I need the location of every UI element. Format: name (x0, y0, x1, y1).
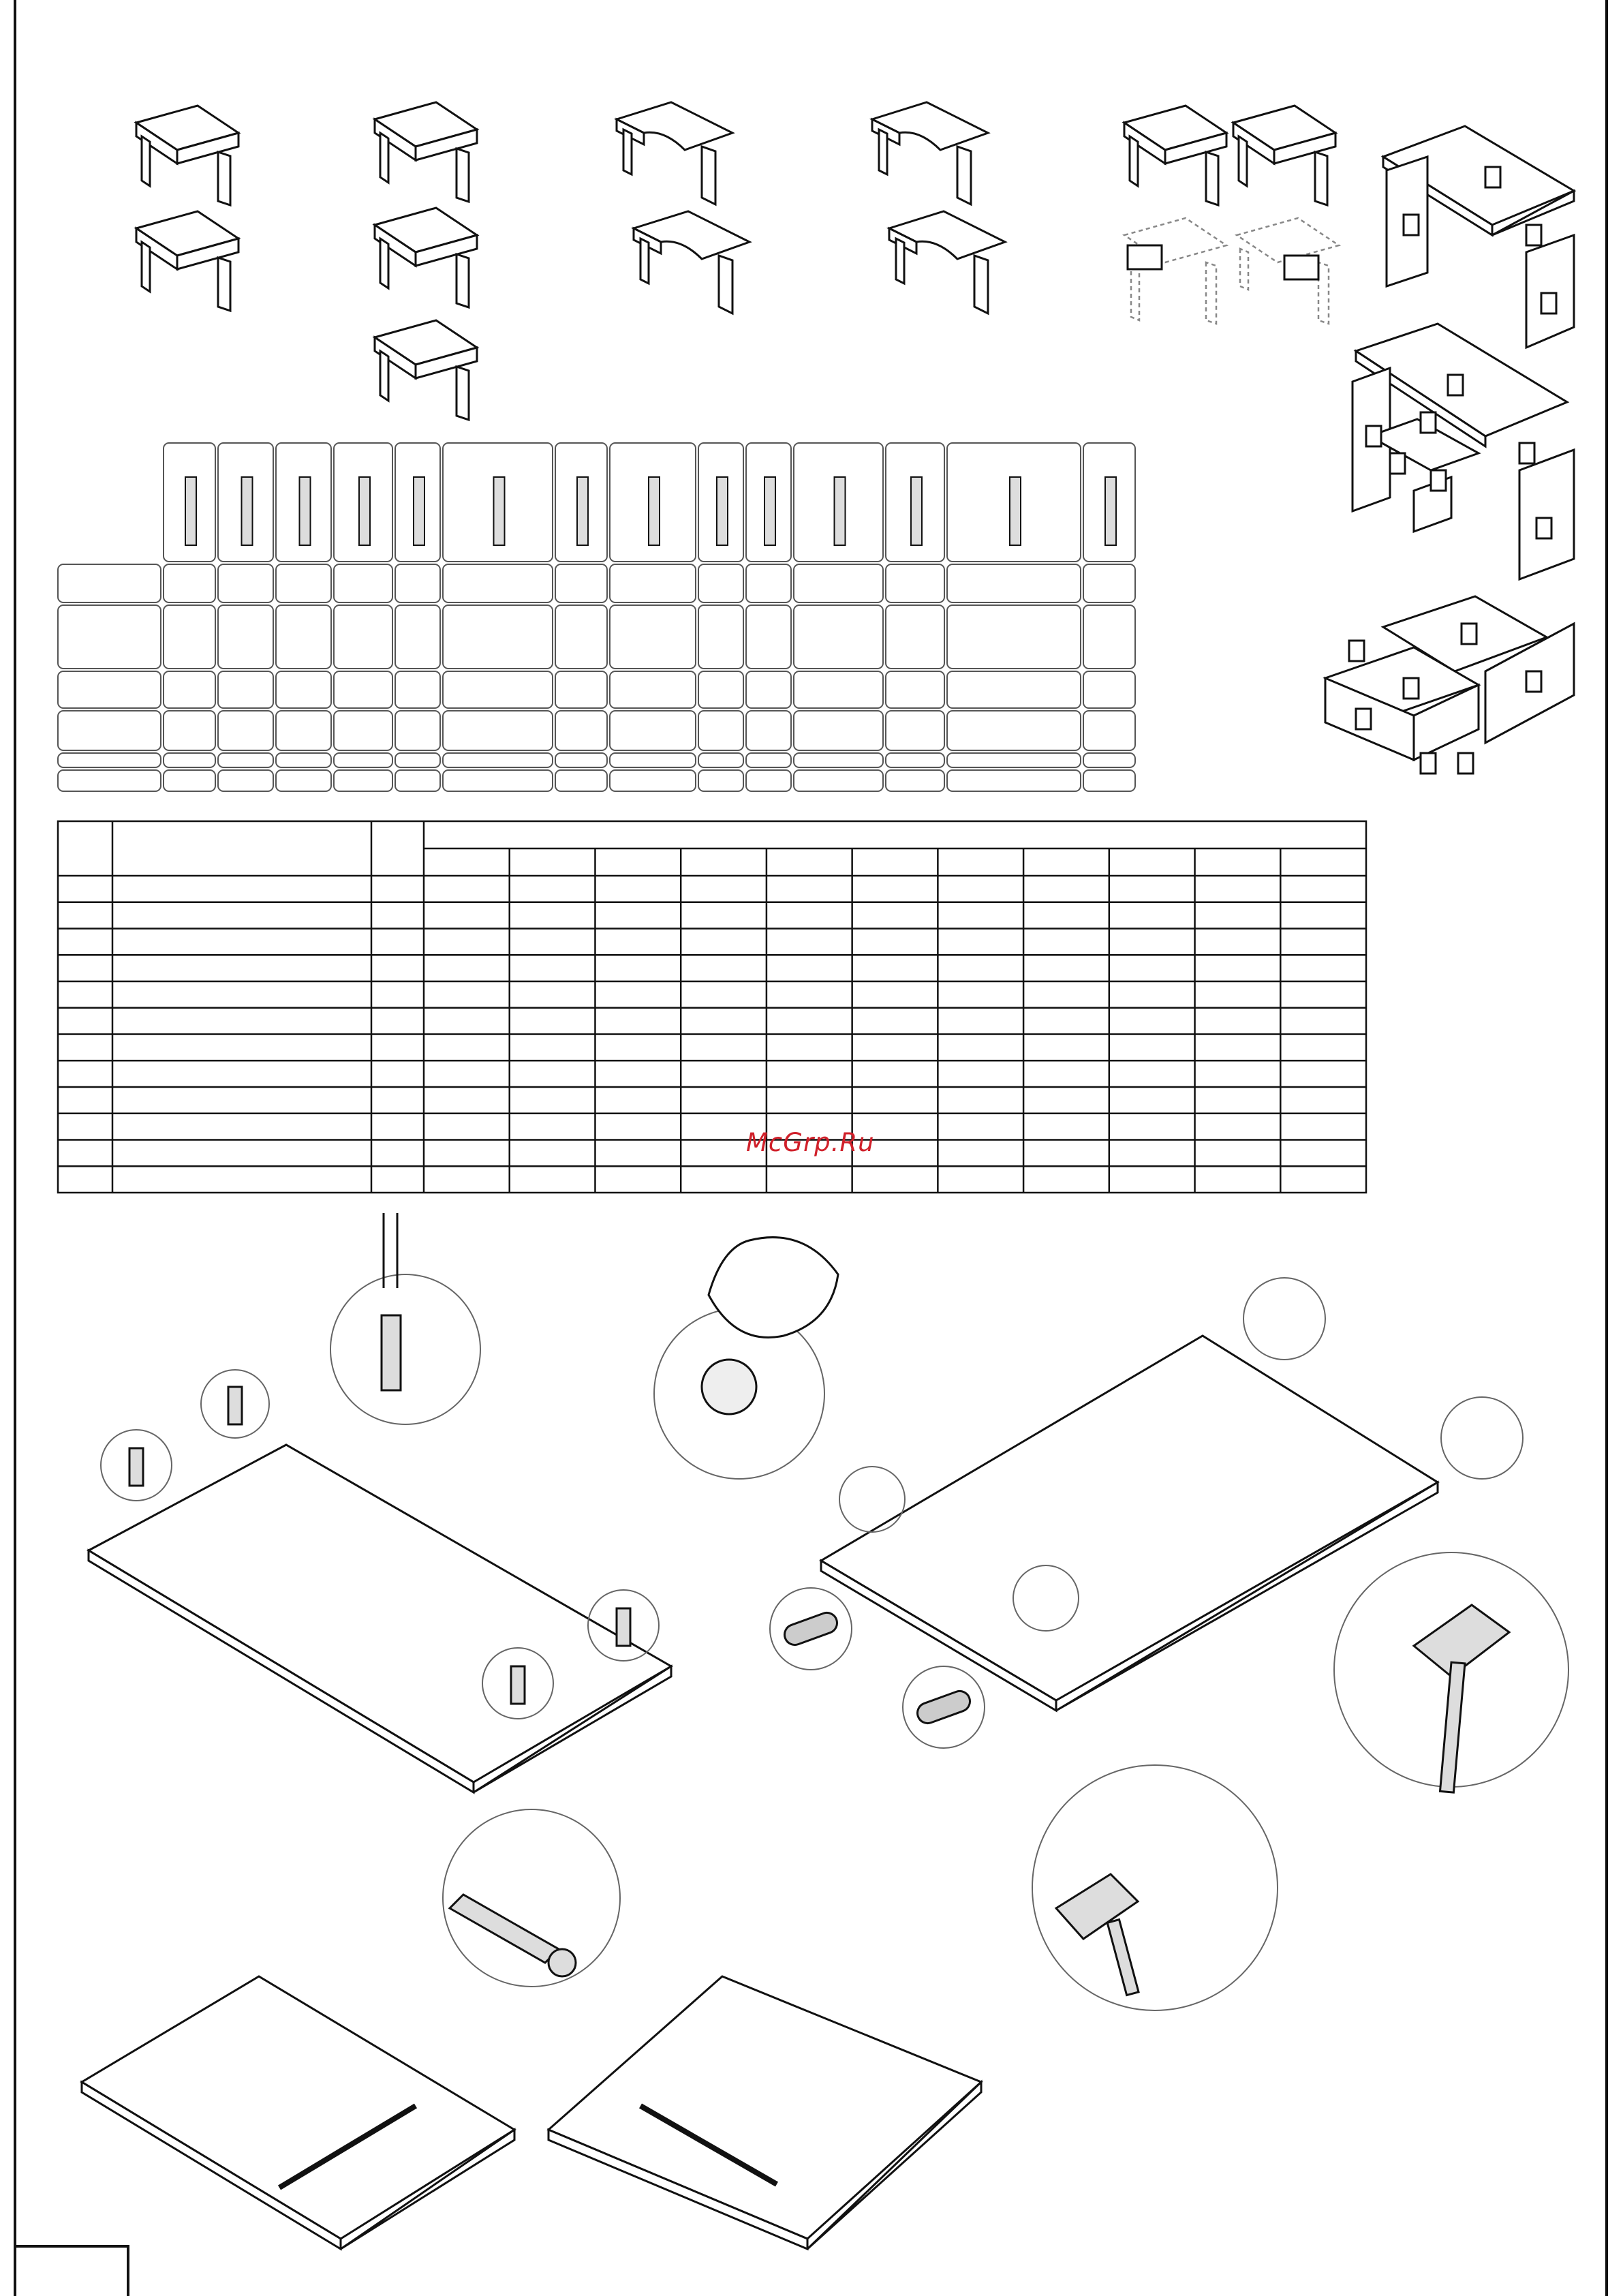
hardware-count-cell (218, 671, 273, 708)
hardware-count-cell (746, 605, 791, 669)
hardware-count-cell (947, 770, 1081, 791)
hardware-count-cell (58, 753, 161, 767)
hardware-count-cell (1083, 711, 1135, 750)
hardware-count-cell (610, 770, 696, 791)
hardware-count-cell (276, 711, 331, 750)
hardware-count-cell (276, 753, 331, 767)
desk-variant-4 (872, 102, 1005, 313)
hardware-count-cell (164, 671, 215, 708)
flat-screw-icon (764, 477, 775, 545)
connector-bolt-icon (1010, 477, 1021, 545)
step-dowel-insertion (89, 1213, 671, 1792)
page-corner-tab (14, 2245, 129, 2296)
hardware-count-cell (334, 605, 392, 669)
hardware-count-cell (334, 770, 392, 791)
hardware-count-cell (555, 564, 607, 602)
hardware-count-cell (947, 671, 1081, 708)
hardware-count-cell (746, 671, 791, 708)
hardware-count-cell (886, 770, 944, 791)
long-screw-icon (300, 477, 311, 545)
hardware-count-cell (58, 605, 161, 669)
hardware-count-cell (555, 770, 607, 791)
hardware-count-cell (794, 671, 883, 708)
hardware-count-cell (698, 605, 743, 669)
cap-icon (242, 477, 253, 545)
hardware-count-cell (610, 671, 696, 708)
step-runner-mounting (82, 1809, 981, 2249)
hardware-count-cell (218, 711, 273, 750)
hardware-count-cell (886, 753, 944, 767)
hardware-count-cell (746, 753, 791, 767)
hardware-count-cell (334, 671, 392, 708)
handle-icon (911, 477, 922, 545)
hardware-count-cell (746, 770, 791, 791)
nail-glide-icon (185, 477, 196, 545)
hardware-count-cell (276, 770, 331, 791)
hardware-table (58, 443, 1135, 791)
hardware-count-cell (395, 564, 440, 602)
hardware-count-cell (610, 753, 696, 767)
hardware-count-cell (746, 564, 791, 602)
hardware-count-cell (886, 711, 944, 750)
hardware-count-cell (218, 753, 273, 767)
hardware-count-cell (443, 671, 553, 708)
hardware-count-cell (698, 770, 743, 791)
hardware-count-cell (276, 671, 331, 708)
hardware-count-cell (1083, 753, 1135, 767)
hardware-count-cell (443, 770, 553, 791)
hardware-count-cell (218, 605, 273, 669)
hardware-count-cell (610, 564, 696, 602)
hardware-count-cell (555, 711, 607, 750)
hardware-count-cell (58, 770, 161, 791)
hardware-count-cell (886, 605, 944, 669)
hardware-count-cell (746, 711, 791, 750)
hardware-count-cell (1083, 671, 1135, 708)
hardware-count-cell (947, 605, 1081, 669)
hardware-count-cell (58, 564, 161, 602)
hardware-count-cell (164, 770, 215, 791)
exploded-desk-2 (1352, 324, 1574, 579)
hardware-count-cell (395, 671, 440, 708)
drawer-runners-icon (1105, 477, 1116, 545)
hardware-count-cell (395, 753, 440, 767)
hardware-count-cell (947, 753, 1081, 767)
hardware-count-cell (276, 605, 331, 669)
hardware-count-cell (334, 564, 392, 602)
hardware-count-cell (698, 564, 743, 602)
hardware-count-cell (443, 711, 553, 750)
desk-variant-1 (136, 106, 238, 311)
hardware-count-cell (698, 711, 743, 750)
short-screw-icon (835, 477, 846, 545)
hardware-count-cell (164, 564, 215, 602)
desk-variant-5 (1124, 106, 1339, 324)
desk-variant-2 (375, 102, 477, 420)
hardware-count-cell (794, 770, 883, 791)
hardware-count-cell (698, 753, 743, 767)
hex-key-icon (414, 477, 424, 545)
hardware-count-cell (1083, 564, 1135, 602)
hardware-count-cell (794, 711, 883, 750)
exploded-desk-1 (1383, 126, 1574, 348)
cam-lock-icon (494, 477, 505, 545)
step-cam-lock-insertion (654, 1238, 1568, 2010)
hardware-count-cell (1083, 770, 1135, 791)
hardware-count-cell (886, 564, 944, 602)
hardware-count-cell (164, 605, 215, 669)
screw-icon (717, 477, 728, 545)
small-cap-icon (359, 477, 370, 545)
hardware-count-cell (58, 711, 161, 750)
hardware-count-cell (395, 711, 440, 750)
hardware-count-cell (395, 770, 440, 791)
hardware-count-cell (794, 753, 883, 767)
hardware-count-cell (334, 753, 392, 767)
hardware-count-cell (443, 753, 553, 767)
hardware-count-cell (443, 564, 553, 602)
hardware-count-cell (610, 711, 696, 750)
hardware-count-cell (334, 711, 392, 750)
hardware-count-cell (164, 711, 215, 750)
hardware-count-cell (395, 605, 440, 669)
hardware-count-cell (886, 671, 944, 708)
hardware-count-cell (947, 564, 1081, 602)
hardware-count-cell (276, 564, 331, 602)
hardware-count-cell (218, 564, 273, 602)
hardware-count-cell (218, 770, 273, 791)
hardware-count-cell (794, 605, 883, 669)
watermark-text: McGrp.Ru (746, 1128, 875, 1157)
hardware-count-cell (58, 671, 161, 708)
hardware-count-cell (794, 564, 883, 602)
hardware-count-cell (1083, 605, 1135, 669)
parts-table (58, 821, 1366, 1193)
hardware-count-cell (947, 711, 1081, 750)
hardware-count-cell (443, 605, 553, 669)
hardware-count-cell (164, 753, 215, 767)
desk-variant-3 (617, 102, 749, 313)
exploded-drawer (1325, 596, 1574, 774)
hardware-count-cell (610, 605, 696, 669)
dowel-icon (577, 477, 588, 545)
cable-grommet-icon (649, 477, 660, 545)
hardware-count-cell (555, 671, 607, 708)
hardware-count-cell (555, 605, 607, 669)
hardware-count-cell (555, 753, 607, 767)
hardware-count-cell (698, 671, 743, 708)
